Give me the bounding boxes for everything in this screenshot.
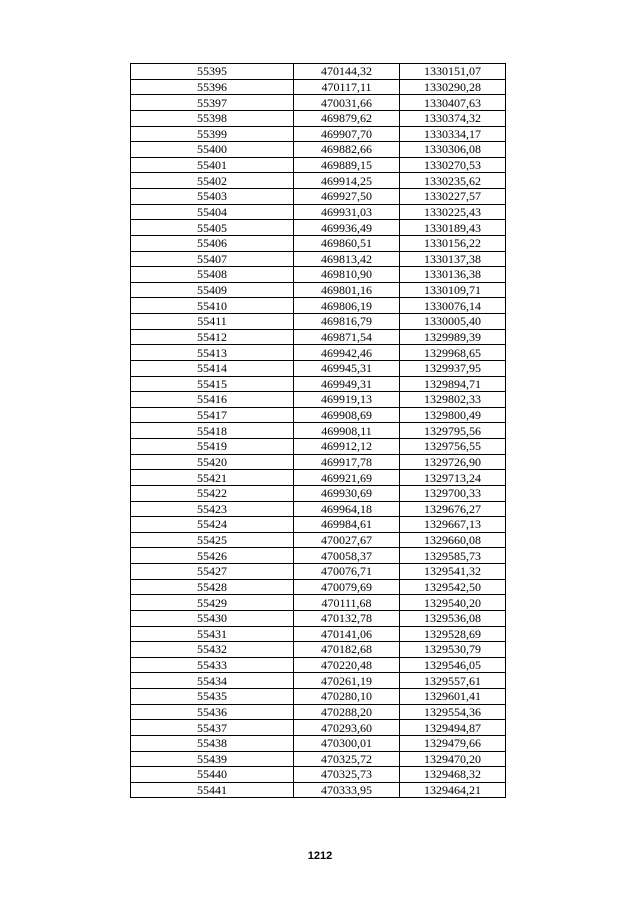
x-coordinate-cell: 469964,18: [294, 501, 400, 517]
point-number-cell: 55428: [131, 579, 294, 595]
point-number-cell: 55415: [131, 376, 294, 392]
y-coordinate-cell: 1329530,79: [400, 642, 506, 658]
y-coordinate-cell: 1329479,66: [400, 735, 506, 751]
y-coordinate-cell: 1329968,65: [400, 345, 506, 361]
table-row: [131, 220, 506, 236]
point-number-cell: 55404: [131, 204, 294, 220]
y-coordinate-cell: 1329536,08: [400, 610, 506, 626]
table-row: [131, 657, 506, 673]
point-number-cell: 55435: [131, 689, 294, 705]
x-coordinate-cell: 469945,31: [294, 360, 400, 376]
table-row: [131, 751, 506, 767]
x-coordinate-cell: 470325,72: [294, 751, 400, 767]
point-number-cell: 55411: [131, 314, 294, 330]
coordinates-table: [130, 63, 506, 798]
y-coordinate-cell: 1329542,50: [400, 579, 506, 595]
table-row: [131, 126, 506, 142]
y-coordinate-cell: 1329726,90: [400, 454, 506, 470]
table-row: [131, 79, 506, 95]
table-row: [131, 532, 506, 548]
x-coordinate-cell: 469882,66: [294, 142, 400, 158]
y-coordinate-cell: 1329554,36: [400, 704, 506, 720]
y-coordinate-cell: 1329800,49: [400, 407, 506, 423]
x-coordinate-cell: 470288,20: [294, 704, 400, 720]
y-coordinate-cell: 1329713,24: [400, 470, 506, 486]
y-coordinate-cell: 1329541,32: [400, 564, 506, 580]
table-row: [131, 110, 506, 126]
point-number-cell: 55414: [131, 360, 294, 376]
table-row: [131, 579, 506, 595]
y-coordinate-cell: 1330227,57: [400, 189, 506, 205]
point-number-cell: 55403: [131, 189, 294, 205]
table-row: [131, 314, 506, 330]
y-coordinate-cell: 1329464,21: [400, 782, 506, 798]
point-number-cell: 55439: [131, 751, 294, 767]
x-coordinate-cell: 469931,03: [294, 204, 400, 220]
y-coordinate-cell: 1329601,41: [400, 689, 506, 705]
x-coordinate-cell: 470144,32: [294, 64, 400, 80]
point-number-cell: 55418: [131, 423, 294, 439]
x-coordinate-cell: 469801,16: [294, 282, 400, 298]
x-coordinate-cell: 469919,13: [294, 392, 400, 408]
x-coordinate-cell: 469936,49: [294, 220, 400, 236]
y-coordinate-cell: 1330137,38: [400, 251, 506, 267]
table-row: [131, 423, 506, 439]
table-row: [131, 407, 506, 423]
point-number-cell: 55399: [131, 126, 294, 142]
coordinates-table-body: [131, 64, 506, 798]
y-coordinate-cell: 1330270,53: [400, 157, 506, 173]
table-row: [131, 204, 506, 220]
x-coordinate-cell: 469921,69: [294, 470, 400, 486]
y-coordinate-cell: 1329795,56: [400, 423, 506, 439]
point-number-cell: 55440: [131, 767, 294, 783]
point-number-cell: 55431: [131, 626, 294, 642]
table-row: [131, 564, 506, 580]
point-number-cell: 55427: [131, 564, 294, 580]
x-coordinate-cell: 470031,66: [294, 95, 400, 111]
y-coordinate-cell: 1329802,33: [400, 392, 506, 408]
point-number-cell: 55413: [131, 345, 294, 361]
point-number-cell: 55409: [131, 282, 294, 298]
table-row: [131, 548, 506, 564]
table-row: [131, 267, 506, 283]
x-coordinate-cell: 469889,15: [294, 157, 400, 173]
y-coordinate-cell: 1330136,38: [400, 267, 506, 283]
x-coordinate-cell: 470333,95: [294, 782, 400, 798]
y-coordinate-cell: 1330225,43: [400, 204, 506, 220]
table-row: [131, 282, 506, 298]
y-coordinate-cell: 1329540,20: [400, 595, 506, 611]
table-row: [131, 64, 506, 80]
y-coordinate-cell: 1330290,28: [400, 79, 506, 95]
x-coordinate-cell: 469879,62: [294, 110, 400, 126]
table-row: [131, 735, 506, 751]
point-number-cell: 55434: [131, 673, 294, 689]
y-coordinate-cell: 1329894,71: [400, 376, 506, 392]
y-coordinate-cell: 1330151,07: [400, 64, 506, 80]
x-coordinate-cell: 469810,90: [294, 267, 400, 283]
table-row: [131, 360, 506, 376]
table-row: [131, 642, 506, 658]
table-row: [131, 704, 506, 720]
y-coordinate-cell: 1329557,61: [400, 673, 506, 689]
x-coordinate-cell: 469930,69: [294, 485, 400, 501]
x-coordinate-cell: 469813,42: [294, 251, 400, 267]
x-coordinate-cell: 469949,31: [294, 376, 400, 392]
y-coordinate-cell: 1329700,33: [400, 485, 506, 501]
table-row: [131, 157, 506, 173]
table-row: [131, 392, 506, 408]
table-row: [131, 251, 506, 267]
point-number-cell: 55430: [131, 610, 294, 626]
y-coordinate-cell: 1329585,73: [400, 548, 506, 564]
x-coordinate-cell: 469871,54: [294, 329, 400, 345]
point-number-cell: 55426: [131, 548, 294, 564]
point-number-cell: 55405: [131, 220, 294, 236]
x-coordinate-cell: 469908,11: [294, 423, 400, 439]
table-row: [131, 298, 506, 314]
point-number-cell: 55410: [131, 298, 294, 314]
table-row: [131, 454, 506, 470]
x-coordinate-cell: 470079,69: [294, 579, 400, 595]
table-row: [131, 501, 506, 517]
y-coordinate-cell: 1330076,14: [400, 298, 506, 314]
point-number-cell: 55423: [131, 501, 294, 517]
x-coordinate-cell: 470261,19: [294, 673, 400, 689]
point-number-cell: 55422: [131, 485, 294, 501]
point-number-cell: 55436: [131, 704, 294, 720]
y-coordinate-cell: 1330374,32: [400, 110, 506, 126]
y-coordinate-cell: 1330189,43: [400, 220, 506, 236]
x-coordinate-cell: 470058,37: [294, 548, 400, 564]
x-coordinate-cell: 470076,71: [294, 564, 400, 580]
x-coordinate-cell: 469912,12: [294, 439, 400, 455]
x-coordinate-cell: 469860,51: [294, 235, 400, 251]
table-row: [131, 626, 506, 642]
table-row: [131, 189, 506, 205]
table-row: [131, 517, 506, 533]
point-number-cell: 55429: [131, 595, 294, 611]
point-number-cell: 55400: [131, 142, 294, 158]
point-number-cell: 55402: [131, 173, 294, 189]
table-row: [131, 142, 506, 158]
x-coordinate-cell: 469908,69: [294, 407, 400, 423]
x-coordinate-cell: 470300,01: [294, 735, 400, 751]
x-coordinate-cell: 470220,48: [294, 657, 400, 673]
point-number-cell: 55397: [131, 95, 294, 111]
table-row: [131, 470, 506, 486]
point-number-cell: 55406: [131, 235, 294, 251]
table-row: [131, 439, 506, 455]
table-row: [131, 782, 506, 798]
table-row: [131, 595, 506, 611]
point-number-cell: 55437: [131, 720, 294, 736]
x-coordinate-cell: 470027,67: [294, 532, 400, 548]
table-row: [131, 720, 506, 736]
point-number-cell: 55421: [131, 470, 294, 486]
x-coordinate-cell: 470293,60: [294, 720, 400, 736]
y-coordinate-cell: 1329468,32: [400, 767, 506, 783]
y-coordinate-cell: 1330306,08: [400, 142, 506, 158]
point-number-cell: 55398: [131, 110, 294, 126]
y-coordinate-cell: 1330156,22: [400, 235, 506, 251]
y-coordinate-cell: 1329546,05: [400, 657, 506, 673]
x-coordinate-cell: 469914,25: [294, 173, 400, 189]
x-coordinate-cell: 470117,11: [294, 79, 400, 95]
y-coordinate-cell: 1330235,62: [400, 173, 506, 189]
x-coordinate-cell: 470111,68: [294, 595, 400, 611]
table-row: [131, 329, 506, 345]
y-coordinate-cell: 1329989,39: [400, 329, 506, 345]
table-row: [131, 173, 506, 189]
page-number: 1212: [307, 850, 333, 862]
point-number-cell: 55425: [131, 532, 294, 548]
x-coordinate-cell: 469917,78: [294, 454, 400, 470]
y-coordinate-cell: 1329494,87: [400, 720, 506, 736]
y-coordinate-cell: 1330334,17: [400, 126, 506, 142]
point-number-cell: 55419: [131, 439, 294, 455]
point-number-cell: 55395: [131, 64, 294, 80]
point-number-cell: 55438: [131, 735, 294, 751]
point-number-cell: 55416: [131, 392, 294, 408]
x-coordinate-cell: 469907,70: [294, 126, 400, 142]
x-coordinate-cell: 469927,50: [294, 189, 400, 205]
y-coordinate-cell: 1329667,13: [400, 517, 506, 533]
y-coordinate-cell: 1329660,08: [400, 532, 506, 548]
y-coordinate-cell: 1330005,40: [400, 314, 506, 330]
y-coordinate-cell: 1330407,63: [400, 95, 506, 111]
point-number-cell: 55420: [131, 454, 294, 470]
x-coordinate-cell: 470280,10: [294, 689, 400, 705]
point-number-cell: 55396: [131, 79, 294, 95]
table-row: [131, 95, 506, 111]
table-row: [131, 673, 506, 689]
x-coordinate-cell: 469984,61: [294, 517, 400, 533]
table-row: [131, 767, 506, 783]
x-coordinate-cell: 469806,19: [294, 298, 400, 314]
point-number-cell: 55432: [131, 642, 294, 658]
x-coordinate-cell: 469816,79: [294, 314, 400, 330]
point-number-cell: 55401: [131, 157, 294, 173]
table-row: [131, 689, 506, 705]
y-coordinate-cell: 1329528,69: [400, 626, 506, 642]
point-number-cell: 55441: [131, 782, 294, 798]
y-coordinate-cell: 1329470,20: [400, 751, 506, 767]
table-row: [131, 376, 506, 392]
table-row: [131, 235, 506, 251]
point-number-cell: 55424: [131, 517, 294, 533]
y-coordinate-cell: 1330109,71: [400, 282, 506, 298]
x-coordinate-cell: 469942,46: [294, 345, 400, 361]
x-coordinate-cell: 470132,78: [294, 610, 400, 626]
point-number-cell: 55433: [131, 657, 294, 673]
y-coordinate-cell: 1329756,55: [400, 439, 506, 455]
point-number-cell: 55417: [131, 407, 294, 423]
y-coordinate-cell: 1329676,27: [400, 501, 506, 517]
y-coordinate-cell: 1329937,95: [400, 360, 506, 376]
point-number-cell: 55408: [131, 267, 294, 283]
table-row: [131, 610, 506, 626]
point-number-cell: 55412: [131, 329, 294, 345]
x-coordinate-cell: 470141,06: [294, 626, 400, 642]
x-coordinate-cell: 470325,73: [294, 767, 400, 783]
x-coordinate-cell: 470182,68: [294, 642, 400, 658]
point-number-cell: 55407: [131, 251, 294, 267]
table-row: [131, 485, 506, 501]
table-row: [131, 345, 506, 361]
